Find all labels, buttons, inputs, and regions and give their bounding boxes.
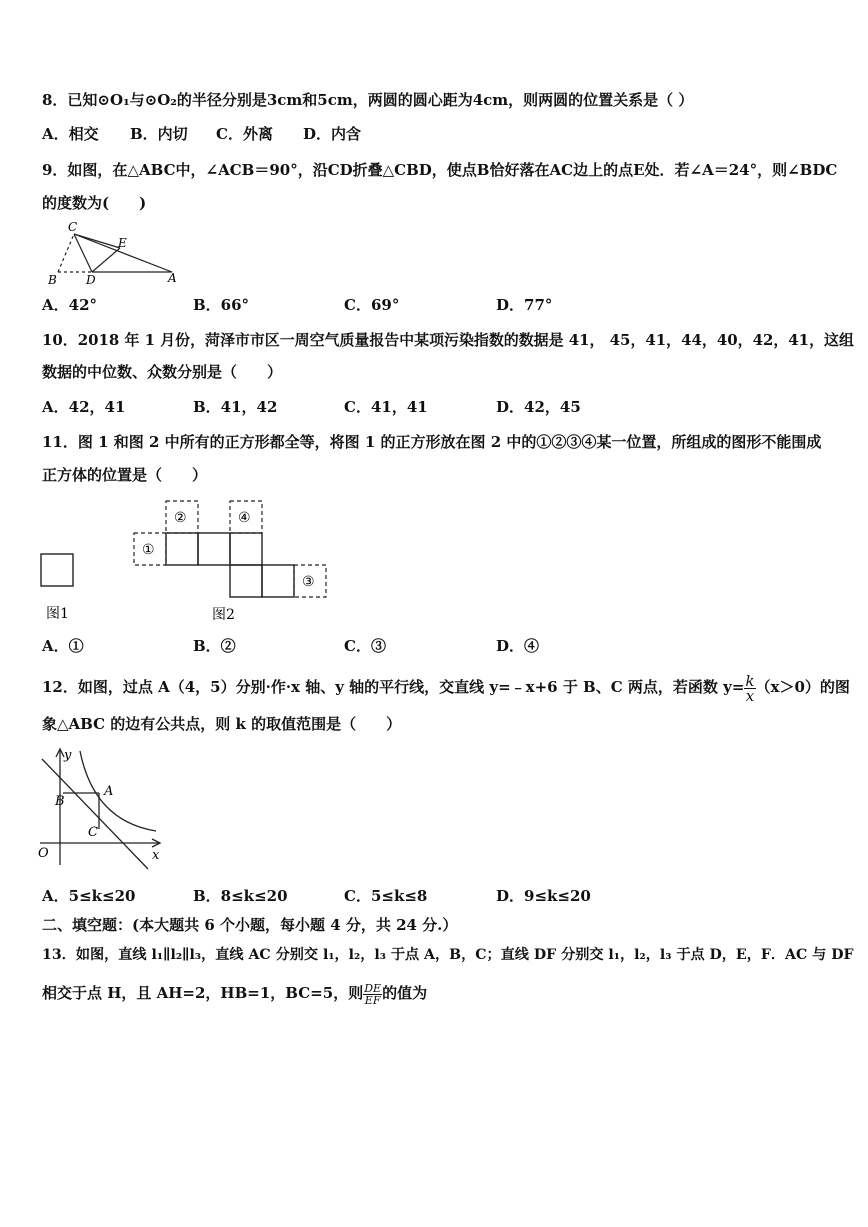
q11-option-b: B．② (193, 637, 236, 655)
q11-figure-2 (130, 498, 330, 626)
q12-label-b: B (55, 794, 65, 809)
q9-option-b: B．66° (193, 296, 250, 314)
q12-stem-line1-post: （x＞0）的图 (755, 678, 850, 696)
q12-coordinate-figure (36, 745, 166, 870)
q13-frac-denominator: EF (364, 993, 381, 1007)
q9-option-c: C．69° (344, 296, 400, 314)
q13-frac-numerator: DE (364, 981, 382, 995)
q12-option-c: C．5≤k≤8 (344, 887, 428, 905)
q12-option-d: D．9≤k≤20 (496, 887, 591, 905)
q8-option-b: B．内切 (130, 125, 188, 143)
q10-option-d: D．42，45 (496, 398, 581, 416)
q10-option-c: C．41，41 (344, 398, 428, 416)
q11-option-d: D．④ (496, 637, 540, 655)
q13-stem-line2-post: 的值为 (382, 984, 428, 1002)
q13-stem-line2 (42, 978, 427, 1008)
q8-option-c: C．外离 (216, 125, 273, 143)
q11-position-2: ② (174, 510, 187, 526)
q12-label-a: A (104, 784, 114, 799)
q12-frac-denominator: x (745, 686, 755, 705)
q9-label-b: B (48, 273, 57, 287)
q9-stem-line1: 9．如图，在△ABC中，∠ACB＝90°，沿CD折叠△CBD，使点B恰好落在AC边上的点E处．若∠A＝24°，则∠BDC (42, 161, 838, 179)
q12-label-x: x (152, 848, 160, 863)
q8-option-d: D．内含 (303, 125, 362, 143)
q9-label-c: C (68, 220, 78, 234)
q13-fraction-de-over-ef (363, 983, 382, 1006)
q9-label-a: A (168, 271, 177, 285)
q9-option-d: D．77° (496, 296, 553, 314)
q9-option-a: A．42° (42, 296, 98, 314)
q11-stem-line2: 正方体的位置是（ ） (42, 466, 208, 484)
q9-label-d: D (86, 273, 96, 287)
q11-fig1-caption: 图1 (46, 606, 69, 622)
q11-position-4: ④ (238, 510, 251, 526)
q10-stem-line1: 10．2018 年 1 月份，菏泽市市区一周空气质量报告中某项污染指数的数据是 41， 45，41，44，40，42，41，这组 (42, 331, 854, 349)
q11-position-3: ③ (302, 574, 315, 590)
q9-triangle-figure (44, 220, 184, 290)
q8-stem: 8．已知⊙O₁与⊙O₂的半径分别是3cm和5cm，两圆的圆心距为4cm，则两圆的位置关系是（ ） (42, 91, 694, 109)
q12-stem-line2: 象△ABC 的边有公共点，则 k 的取值范围是（ ） (42, 715, 402, 733)
q11-option-a: A．① (42, 637, 84, 655)
q11-figure-1 (38, 550, 88, 622)
q12-stem-line1-pre: 12．如图，过点 A（4，5）分别·作·x 轴、y 轴的平行线，交直线 y=﹣x+6 于 B、C 两点，若函数 y= (42, 678, 745, 696)
q11-stem-line1: 11．图 1 和图 2 中所有的正方形都全等，将图 1 的正方形放在图 2 中的①②③④某一位置，所组成的图形不能围成 (42, 433, 822, 451)
q10-option-b: B．41，42 (193, 398, 278, 416)
q12-label-o: O (38, 846, 49, 861)
q12-stem-line1 (42, 672, 850, 703)
q8-option-a: A．相交 (42, 125, 99, 143)
q11-fig2-caption: 图2 (212, 607, 235, 623)
q12-label-y: y (64, 748, 72, 763)
q11-option-c: C．③ (344, 637, 386, 655)
q12-fraction-k-over-x (744, 671, 755, 705)
q13-stem-line2-pre: 相交于点 H，且 AH=2，HB=1，BC=5，则 (42, 984, 364, 1002)
q12-option-b: B．8≤k≤20 (193, 887, 288, 905)
q11-position-1: ① (142, 542, 155, 558)
section-2-heading: 二、填空题：(本大题共 6 个小题，每小题 4 分，共 24 分.） (42, 916, 458, 934)
q10-stem-line2: 数据的中位数、众数分别是（ ） (42, 363, 283, 381)
q9-stem-line2: 的度数为( ) (42, 194, 147, 212)
q12-option-a: A．5≤k≤20 (42, 887, 136, 905)
q12-label-c: C (88, 825, 98, 840)
q13-stem-line1: 13．如图，直线 l₁∥l₂∥l₃，直线 AC 分别交 l₁，l₂，l₃ 于点 A，B，C；直线 DF 分别交 l₁，l₂，l₃ 于点 D，E，F．AC 与 DF (42, 947, 854, 963)
q12-frac-numerator: k (745, 671, 755, 690)
q10-option-a: A．42，41 (42, 398, 126, 416)
q9-label-e: E (118, 236, 127, 250)
